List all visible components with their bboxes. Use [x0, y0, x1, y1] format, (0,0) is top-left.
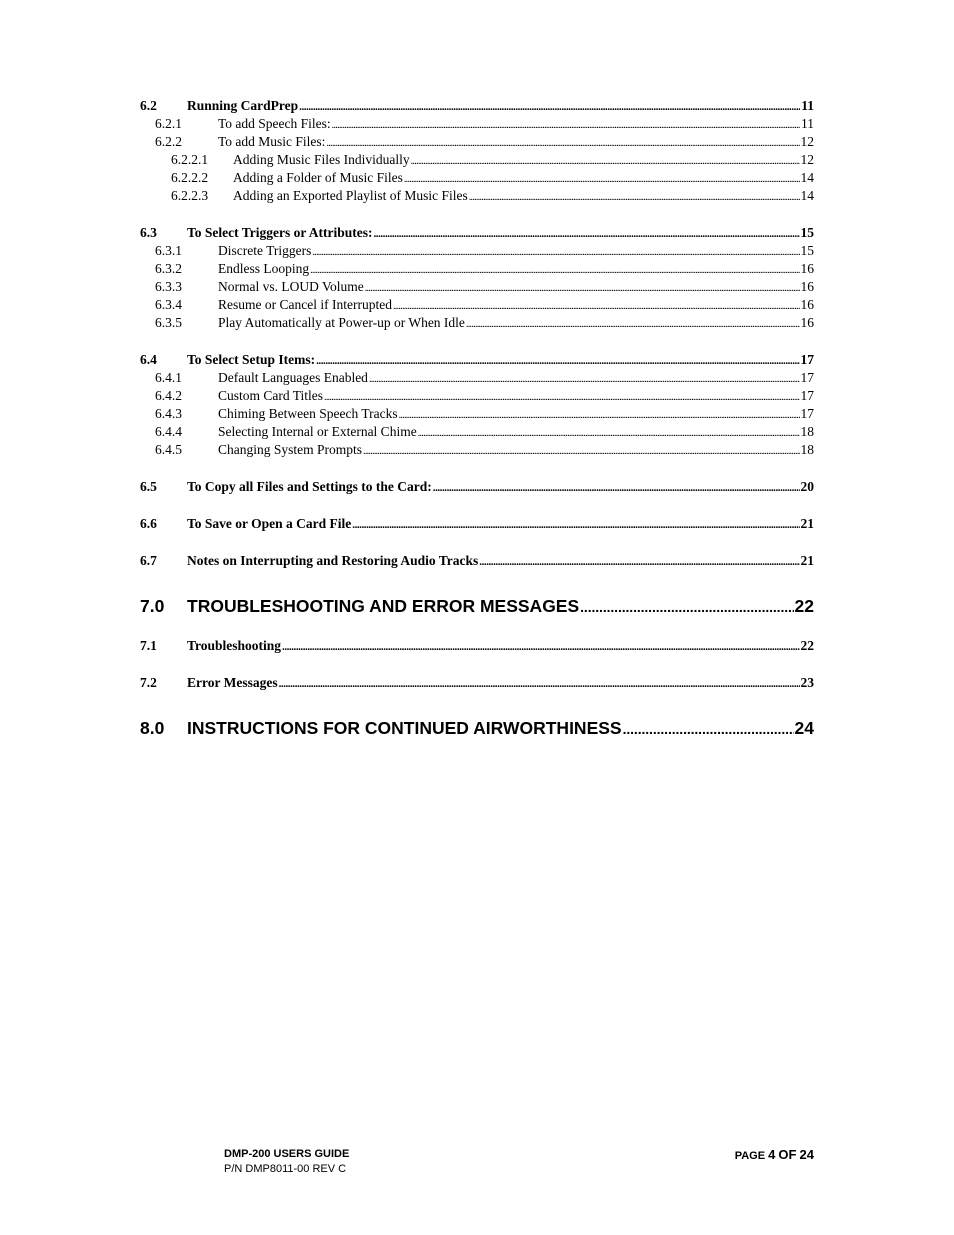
toc-entry[interactable] — [140, 369, 814, 387]
toc-entry-number: 6.4.5 — [155, 442, 182, 457]
toc-entry-page: 17 — [800, 406, 814, 421]
toc-entry-number: 6.2.2.3 — [171, 188, 209, 203]
toc-entry[interactable] — [140, 296, 814, 314]
toc-dot-leader — [363, 441, 799, 459]
toc-entry-page: 21 — [800, 553, 814, 568]
toc-entry-number: 6.5 — [140, 479, 157, 494]
toc-dot-leader — [479, 552, 799, 570]
toc-dot-leader — [580, 594, 793, 618]
toc-entry-number: 6.3.3 — [155, 279, 182, 294]
toc-entry[interactable] — [140, 314, 814, 332]
toc-entry-title: TROUBLESHOOTING AND ERROR MESSAGES — [187, 596, 580, 616]
toc-entry[interactable] — [140, 674, 814, 692]
toc-entry-number: 6.4.1 — [155, 370, 182, 385]
toc-entry-number: 6.4.4 — [155, 424, 182, 439]
toc-entry[interactable] — [140, 115, 814, 133]
toc-entry-page: 22 — [794, 596, 814, 616]
toc-dot-leader — [404, 169, 800, 187]
toc-entry-title: Discrete Triggers — [218, 243, 312, 258]
toc-entry[interactable] — [140, 716, 814, 740]
toc-dot-leader — [469, 187, 800, 205]
toc-dot-leader — [282, 637, 799, 655]
page-label: PAGE — [734, 1150, 766, 1162]
toc-entry-page: 23 — [800, 675, 814, 690]
toc-entry-page: 21 — [800, 516, 814, 531]
spacer — [140, 496, 814, 515]
toc-entry-number: 6.7 — [140, 553, 157, 568]
toc-entry-title: To Select Setup Items: — [187, 352, 316, 367]
toc-dot-leader — [466, 314, 800, 332]
toc-dot-leader — [279, 674, 800, 692]
toc-entry[interactable] — [140, 515, 814, 533]
toc-entry[interactable] — [140, 151, 814, 169]
toc-entry[interactable] — [140, 278, 814, 296]
toc-dot-leader — [332, 115, 800, 133]
toc-entry-page: 12 — [800, 152, 814, 167]
toc-entry-number: 8.0 — [140, 718, 165, 738]
toc-entry[interactable] — [140, 169, 814, 187]
toc-entry-title: Adding a Folder of Music Files — [233, 170, 403, 185]
toc-entry-title: Troubleshooting — [187, 638, 282, 653]
table-of-contents — [140, 97, 814, 740]
toc-entry-title: Custom Card Titles — [218, 388, 324, 403]
toc-dot-leader — [623, 716, 794, 740]
toc-entry-number: 6.3 — [140, 225, 157, 240]
toc-entry-title: Notes on Interrupting and Restoring Audio Tracks — [187, 553, 479, 568]
toc-entry-title: Error Messages — [187, 675, 278, 690]
toc-entry-page: 14 — [800, 188, 814, 203]
toc-entry-number: 6.6 — [140, 516, 157, 531]
toc-entry-title: Selecting Internal or External Chime — [218, 424, 417, 439]
spacer — [140, 570, 814, 594]
spacer — [140, 332, 814, 351]
page-of: OF — [778, 1147, 797, 1162]
toc-entry[interactable] — [140, 133, 814, 151]
toc-dot-leader — [352, 515, 799, 533]
toc-dot-leader — [365, 278, 800, 296]
spacer — [140, 533, 814, 552]
spacer — [140, 692, 814, 716]
toc-entry-title: Adding an Exported Playlist of Music Files — [233, 188, 468, 203]
toc-entry-title: Default Languages Enabled — [218, 370, 368, 385]
toc-entry-page: 12 — [800, 134, 814, 149]
toc-entry-page: 22 — [800, 638, 814, 653]
toc-entry-page: 16 — [800, 315, 814, 330]
spacer — [140, 655, 814, 674]
toc-entry-number: 7.0 — [140, 596, 165, 616]
toc-entry-title: Resume or Cancel if Interrupted — [218, 297, 392, 312]
toc-entry-title: Normal vs. LOUD Volume — [218, 279, 364, 294]
toc-entry-title: To Save or Open a Card File — [187, 516, 352, 531]
toc-entry-number: 6.2.2.2 — [171, 170, 209, 185]
page-current: 4 — [768, 1147, 776, 1162]
toc-entry-page: 17 — [800, 388, 814, 403]
toc-entry[interactable] — [140, 405, 814, 423]
page-number — [735, 1147, 814, 1164]
toc-dot-leader — [312, 242, 799, 260]
toc-entry-page: 11 — [801, 98, 814, 113]
toc-entry-title: To Copy all Files and Settings to the Card: — [187, 479, 432, 494]
toc-entry-title: Chiming Between Speech Tracks — [218, 406, 398, 421]
toc-entry[interactable] — [140, 637, 814, 655]
toc-entry-page: 18 — [800, 424, 814, 439]
toc-entry-title: Running CardPrep — [187, 98, 299, 113]
footer-document-info — [224, 1147, 349, 1177]
toc-dot-leader — [310, 260, 799, 278]
part-number: P/N DMP8011-00 REV C — [224, 1163, 347, 1175]
toc-entry[interactable] — [140, 387, 814, 405]
toc-entry-number: 6.2.1 — [155, 116, 182, 131]
toc-entry-title: To Select Triggers or Attributes: — [187, 225, 373, 240]
spacer — [140, 459, 814, 478]
toc-entry[interactable] — [140, 224, 814, 242]
toc-entry-page: 16 — [800, 279, 814, 294]
toc-entry-number: 6.4.3 — [155, 406, 182, 421]
toc-entry-number: 7.2 — [140, 675, 157, 690]
toc-entry-title: Adding Music Files Individually — [233, 152, 410, 167]
toc-entry-title: Changing System Prompts — [218, 442, 363, 457]
toc-entry-number: 6.3.4 — [155, 297, 182, 312]
spacer — [140, 618, 814, 637]
toc-entry-page: 16 — [800, 297, 814, 312]
toc-dot-leader — [324, 387, 799, 405]
toc-entry-title: Play Automatically at Power-up or When Idle — [218, 315, 465, 330]
toc-entry[interactable] — [140, 351, 814, 369]
toc-entry-page: 14 — [800, 170, 814, 185]
toc-entry-title: INSTRUCTIONS FOR CONTINUED AIRWORTHINESS — [187, 718, 622, 738]
toc-dot-leader — [393, 296, 800, 314]
page-total: 24 — [799, 1147, 814, 1162]
toc-dot-leader — [299, 97, 800, 115]
toc-entry-page: 24 — [794, 718, 814, 738]
toc-entry[interactable] — [140, 423, 814, 441]
toc-entry[interactable] — [140, 97, 814, 115]
toc-entry-number: 6.2.2 — [155, 134, 182, 149]
toc-entry[interactable] — [140, 478, 814, 496]
toc-entry-number: 6.3.2 — [155, 261, 182, 276]
toc-entry-title: To add Speech Files: — [218, 116, 331, 131]
toc-entry-page: 16 — [800, 261, 814, 276]
toc-entry-page: 11 — [801, 116, 814, 131]
toc-dot-leader — [411, 151, 800, 169]
toc-entry-page: 18 — [800, 442, 814, 457]
toc-entry-title: Endless Looping — [218, 261, 310, 276]
toc-entry-number: 6.3.1 — [155, 243, 182, 258]
spacer — [140, 205, 814, 224]
toc-entry-number: 6.3.5 — [155, 315, 182, 330]
toc-dot-leader — [399, 405, 800, 423]
toc-dot-leader — [316, 351, 799, 369]
toc-entry[interactable] — [140, 242, 814, 260]
toc-entry[interactable] — [140, 594, 814, 618]
toc-entry-page: 15 — [800, 225, 814, 240]
toc-entry-number: 6.2 — [140, 98, 157, 113]
toc-dot-leader — [433, 478, 800, 496]
toc-dot-leader — [373, 224, 799, 242]
toc-entry-page: 15 — [800, 243, 814, 258]
toc-entry-number: 6.4.2 — [155, 388, 182, 403]
toc-entry-number: 6.4 — [140, 352, 157, 367]
toc-dot-leader — [418, 423, 800, 441]
toc-entry-title: To add Music Files: — [218, 134, 326, 149]
toc-entry[interactable] — [140, 441, 814, 459]
toc-entry-number: 6.2.2.1 — [171, 152, 209, 167]
toc-entry-page: 20 — [800, 479, 814, 494]
toc-entry[interactable] — [140, 187, 814, 205]
toc-dot-leader — [369, 369, 800, 387]
toc-entry[interactable] — [140, 260, 814, 278]
document-title: DMP-200 USERS GUIDE — [224, 1148, 350, 1160]
toc-dot-leader — [326, 133, 799, 151]
toc-entry[interactable] — [140, 552, 814, 570]
toc-entry-number: 7.1 — [140, 638, 157, 653]
toc-entry-page: 17 — [800, 370, 814, 385]
toc-entry-page: 17 — [800, 352, 814, 367]
